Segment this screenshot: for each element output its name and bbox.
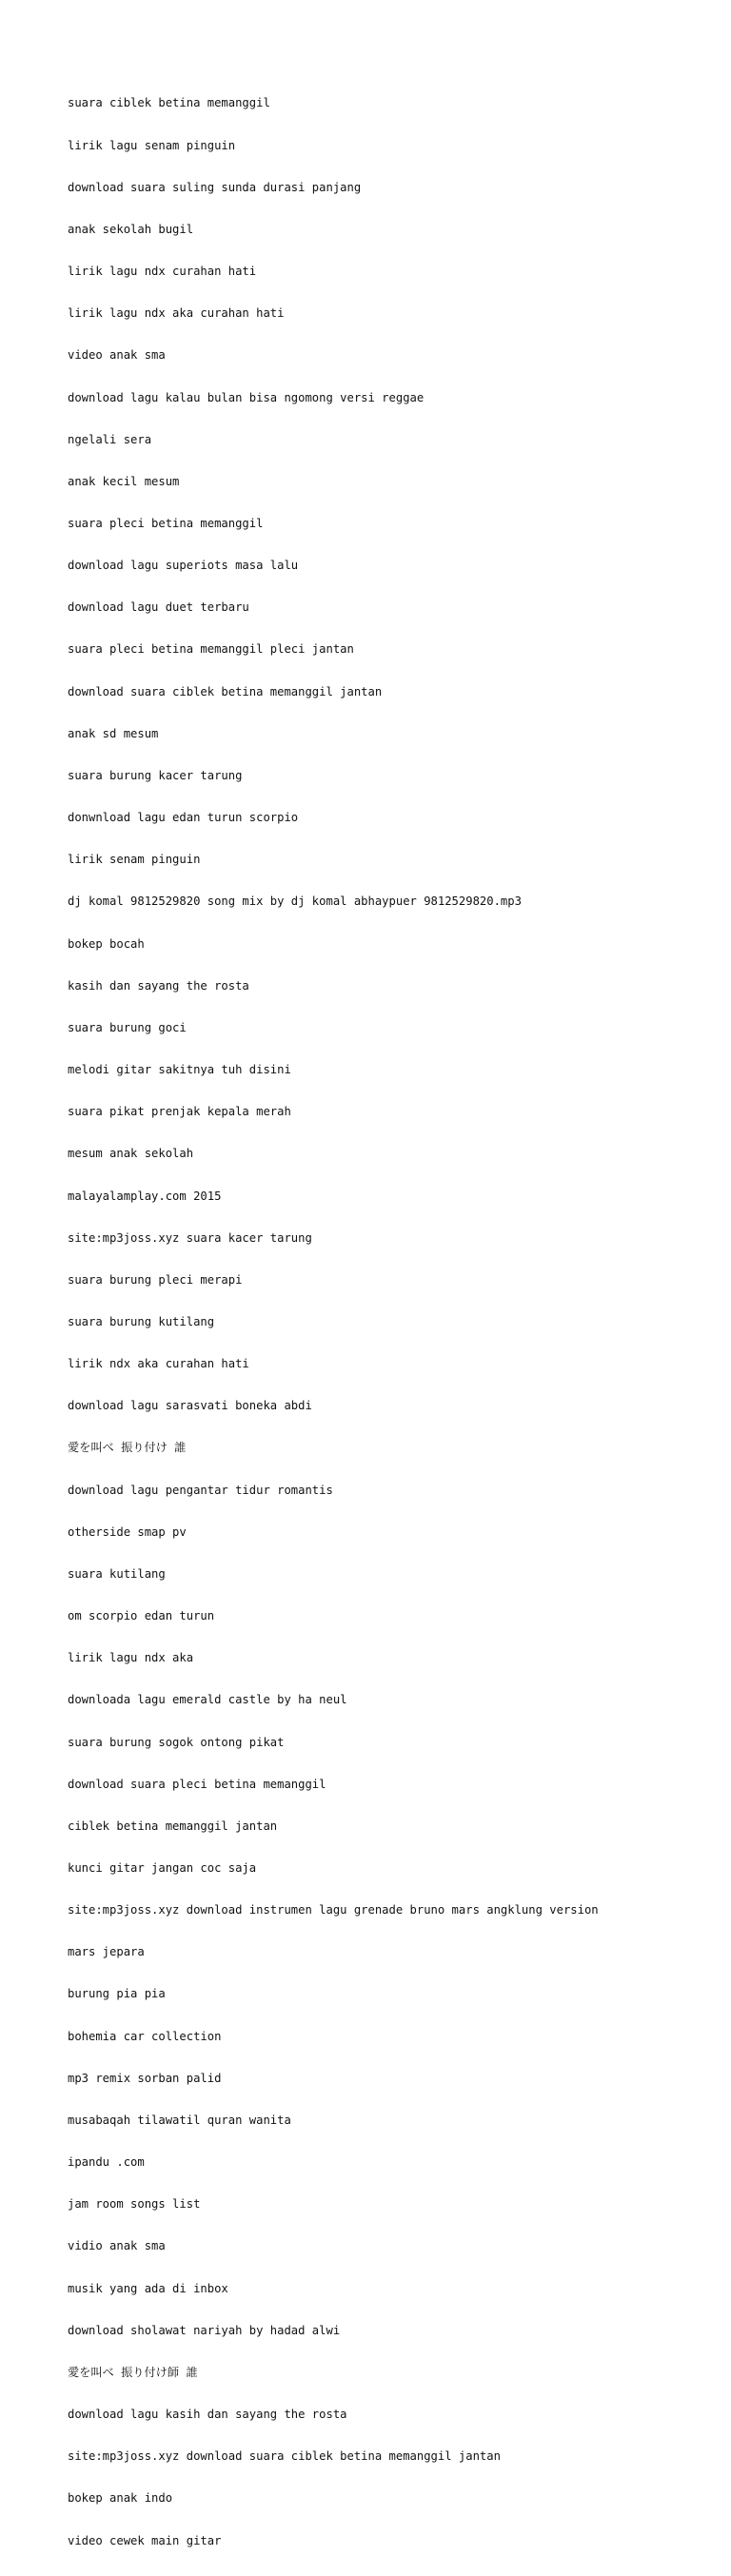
list-item: anak kecil mesum — [68, 474, 180, 488]
list-item: suara pikat prenjak kepala merah — [68, 1105, 291, 1119]
list-item: musik yang ada di inbox — [68, 2281, 228, 2295]
list-item: burung pia pia — [68, 1987, 166, 2001]
list-item: melodi gitar sakitnya tuh disini — [68, 1063, 291, 1077]
list-item: mars jepara — [68, 1945, 145, 1959]
list-item: mp3 remix sorban palid — [68, 2071, 222, 2085]
list-item: dj komal 9812529820 song mix by dj komal abhaypuer 9812529820.mp3 — [68, 895, 522, 909]
list-item: suara kutilang — [68, 1566, 166, 1581]
list-item: lirik senam pinguin — [68, 853, 201, 867]
list-item: mesum anak sekolah — [68, 1147, 194, 1161]
list-item: otherside smap pv — [68, 1524, 187, 1539]
list-item: om scorpio edan turun — [68, 1609, 215, 1623]
list-item: kasih dan sayang the rosta — [68, 978, 249, 993]
list-item: suara pleci betina memanggil — [68, 517, 264, 530]
list-item: download lagu kalau bulan bisa ngomong versi reggae — [68, 390, 425, 404]
list-item: suara burung goci — [68, 1020, 187, 1034]
list-item: lirik ndx aka curahan hati — [68, 1357, 249, 1371]
list-item: anak sd mesum — [68, 726, 159, 740]
list-item: download suara pleci betina memanggil — [68, 1777, 326, 1791]
list-item: download suara ciblek betina memanggil jantan — [68, 684, 383, 698]
list-item: downloada lagu emerald castle by ha neul — [68, 1693, 347, 1707]
list-item: video anak sma — [68, 348, 166, 363]
list-item: bokep bocah — [68, 936, 145, 951]
list-item: suara ciblek betina memanggil — [68, 96, 270, 110]
list-item: suara burung sogok ontong pikat — [68, 1735, 285, 1749]
list-item: suara pleci betina memanggil pleci jantan — [68, 642, 354, 657]
list-item: 愛を叫べ 振り付け 誰 — [68, 1441, 187, 1455]
list-item: site:mp3joss.xyz download suara ciblek betina memanggil jantan — [68, 2449, 501, 2464]
list-item: suara burung kacer tarung — [68, 768, 243, 782]
list-item: malayalamplay.com 2015 — [68, 1189, 222, 1203]
list-item: download lagu duet terbaru — [68, 600, 249, 615]
list-item: bohemia car collection — [68, 2029, 222, 2043]
list-item: download suara suling sunda durasi panjang — [68, 180, 362, 194]
list-item: lirik lagu senam pinguin — [68, 138, 236, 152]
list-item: lirik lagu ndx curahan hati — [68, 265, 257, 279]
list-item: musabaqah tilawatil quran wanita — [68, 2113, 291, 2127]
list-item: donwnload lagu edan turun scorpio — [68, 811, 299, 825]
keyword-list — [68, 69, 599, 2576]
list-item: suara burung kutilang — [68, 1314, 215, 1328]
list-item: suara burung pleci merapi — [68, 1272, 243, 1287]
list-item: download lagu superiots masa lalu — [68, 559, 299, 573]
list-item: video cewek main gitar — [68, 2533, 222, 2547]
list-item: kunci gitar jangan coc saja — [68, 1861, 257, 1875]
list-item: download lagu pengantar tidur romantis — [68, 1483, 333, 1497]
list-item: lirik lagu ndx aka curahan hati — [68, 306, 285, 321]
list-item: lirik lagu ndx aka — [68, 1651, 194, 1665]
list-item: site:mp3joss.xyz download instrumen lagu grenade bruno mars angklung version — [68, 1903, 599, 1917]
list-item: bokep anak indo — [68, 2491, 173, 2506]
list-item: 愛を叫べ 振り付け師 誰 — [68, 2365, 198, 2379]
list-item: anak sekolah bugil — [68, 222, 194, 236]
list-item: ngelali sera — [68, 432, 152, 446]
list-item: site:mp3joss.xyz suara kacer tarung — [68, 1230, 312, 1245]
list-item: ciblek betina memanggil jantan — [68, 1819, 278, 1833]
list-item: jam room songs list — [68, 2197, 201, 2212]
list-item: ipandu .com — [68, 2155, 145, 2170]
list-item: download sholawat nariyah by hadad alwi — [68, 2323, 341, 2337]
list-item: download lagu sarasvati boneka abdi — [68, 1399, 312, 1413]
list-item: download lagu kasih dan sayang the rosta — [68, 2408, 347, 2422]
list-item: vidio anak sma — [68, 2239, 166, 2253]
